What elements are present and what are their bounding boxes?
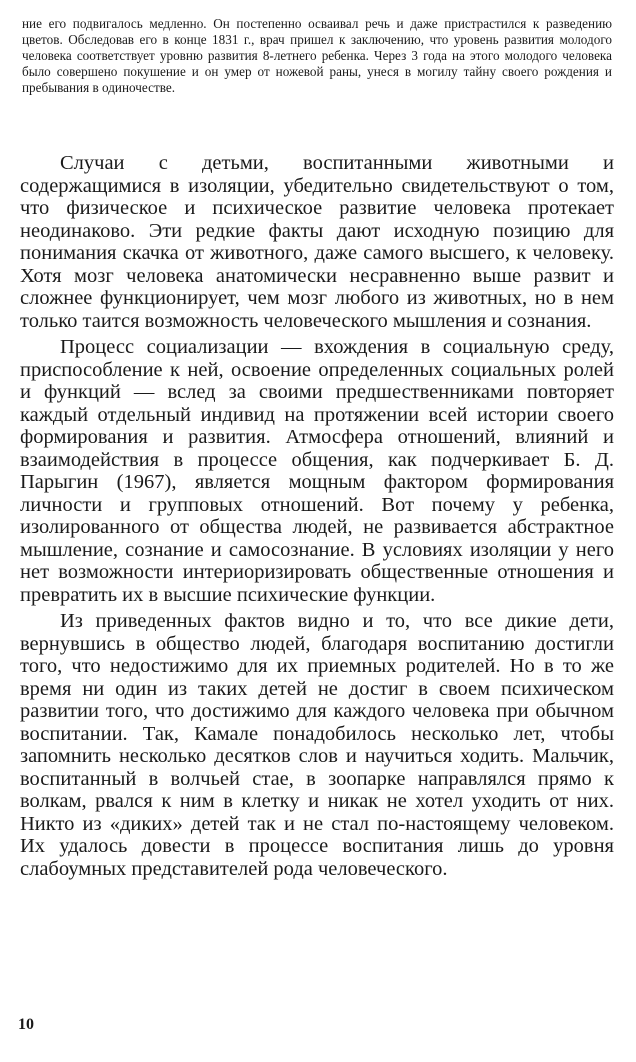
paragraph-2: Процесс социализации — вхождения в социальную среду, приспособление к ней, освоение определенных социальных ролей и функций — вслед за своими предшественниками повторяет каждый отдельный индивид на протяжении всей истории своего формирования и развития. Атмосфера отношений, влияний и взаимодействия в процессе общения, как подчеркивает Б. Д. Парыгин (1967), является мощным фактором формирования личности и групповых отношений. Вот почему у ребенка, изолированного от общества людей, не развивается абстрактное мышление, сознание и самосознание. В условиях изоляции у него нет возможности интериоризировать общественные отношения и превратить их в высшие психические функции.	[20, 336, 614, 606]
paragraph-3: Из приведенных фактов видно и то, что все дикие дети, вернувшись в общество людей, благодаря воспитанию достигли того, что недостижимо для их приемных родителей. Но в то же время ни один из таких детей не достиг в своем психическом развитии того, что достижимо для каждого человека при обычном воспитании. Так, Камале понадобилось несколько лет, чтобы запомнить несколько десятков слов и научиться ходить. Мальчик, воспитанный в волчьей стае, в зоопарке направлялся прямо к волкам, рвался к ним в клетку и никак не хотел уходить от них. Никто из «диких» детей так и не стал по-настоящему человеком. Их удалось довести в процессе воспитания лишь до уровня слабоумных представителей рода человеческого.	[20, 610, 614, 880]
main-text	[20, 152, 614, 880]
paragraph-1: Случаи с детьми, воспитанными животными и содержащимися в изоляции, убедительно свидетельствуют о том, что физическое и психическое развитие человека протекает неодинаково. Эти редкие факты дают исходную позицию для понимания скачка от животного, даже самого высшего, к человеку. Хотя мозг человека анатомически несравненно выше развит и сложнее функционирует, чем мозг любого из животных, но в нем только таится возможность человеческого мышления и сознания.	[20, 152, 614, 332]
page-number: 10	[18, 1016, 34, 1033]
footnote-text: ние его подвигалось медленно. Он постепенно осваивал речь и даже пристрастился к разведению цветов. Обследовав его в конце 1831 г., врач пришел к заключению, что уровень развития молодого человека соответствует уровню развития 8-летнего ребенка. Через 3 года на этого молодого человека было совершено покушение и он умер от ножевой раны, унеся в могилу тайну своего рождения и пребывания в одиночестве.	[22, 16, 612, 95]
